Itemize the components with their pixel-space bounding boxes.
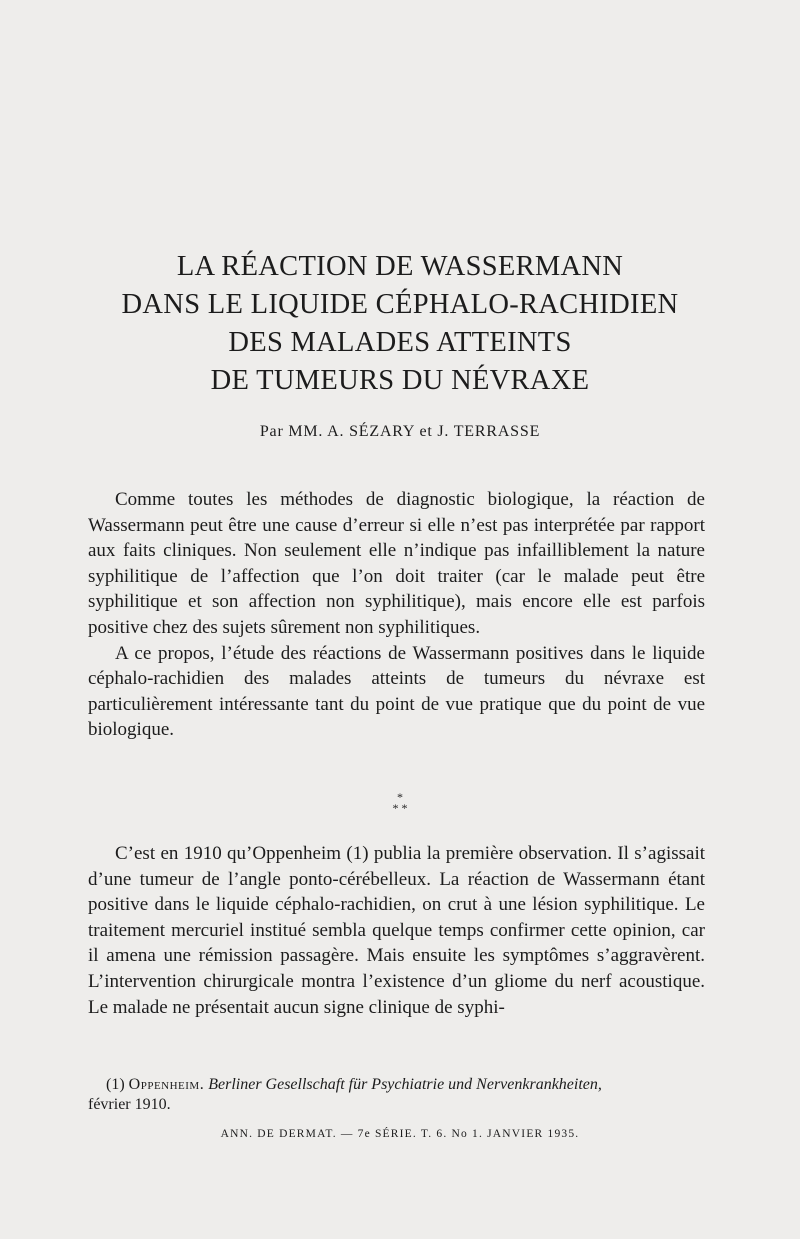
- introduction-text: [88, 487, 705, 743]
- paragraph: A ce propos, l’étude des réactions de Wassermann positives dans le liquide céphalo-rachidien des malades atteints de tumeurs du névraxe est particulièrement intéressante tant du point de vue pratique que du point de vue biologique.: [88, 642, 705, 741]
- journal-reference: ANN. DE DERMAT. — 7e SÉRIE. T. 6. No 1. JANVIER 1935.: [220, 1128, 580, 1140]
- separator-bottom: * *: [392, 801, 408, 815]
- paragraph: C’est en 1910 qu’Oppenheim (1) publia la première observation. Il s’agissait d’une tumeur de l’angle ponto-cérébelleux. La réaction de Wassermann étant positive dans le liquide céphalo-rachidien, on crut à une lésion syphilitique. Le traitement mercuriel institué sembla quelque temps confirmer cette opinion, car il amena une rémission passagère. Mais ensuite les symptômes s’aggravèrent. L’intervention chirurgicale montra l’existence d’un gliome du nerf acoustique. Le malade ne présentait aucun signe clinique de syphi-: [88, 843, 705, 1018]
- footnote-date: février 1910.: [88, 1096, 171, 1113]
- title-line: DE TUMEURS DU NÉVRAXE: [210, 365, 590, 396]
- article-title: [100, 248, 700, 400]
- title-line: LA RÉACTION DE WASSERMANN: [176, 251, 624, 282]
- paragraph: Comme toutes les méthodes de diagnostic biologique, la réaction de Wassermann peut être une cause d’erreur si elle n’est pas interprétée par rapport aux faits cliniques. Non seulement elle n’indique pas infailliblement la nature syphilitique de l’affection que l’on doit traiter (car le malade peut être syphilitique et son affection non syphilitique), mais encore elle est parfois positive chez des sujets sûrement non syphilitiques.: [88, 489, 705, 638]
- section-separator: [380, 792, 420, 814]
- title-line: DANS LE LIQUIDE CÉPHALO-RACHIDIEN: [121, 289, 679, 320]
- footnote-marker: (1): [106, 1076, 125, 1093]
- footnote-source: Berliner Gesellschaft für Psychiatrie und Nervenkrankheiten,: [208, 1076, 602, 1093]
- footnote: [88, 1075, 705, 1115]
- footnote-first-line: [88, 1075, 705, 1095]
- footnote-author: Oppenheim.: [128, 1076, 205, 1093]
- authors-line: Par MM. A. SÉZARY et J. TERRASSE: [259, 423, 541, 440]
- title-line: DES MALADES ATTEINTS: [228, 327, 572, 358]
- separator-top: *: [397, 790, 403, 804]
- history-text: [88, 841, 705, 1020]
